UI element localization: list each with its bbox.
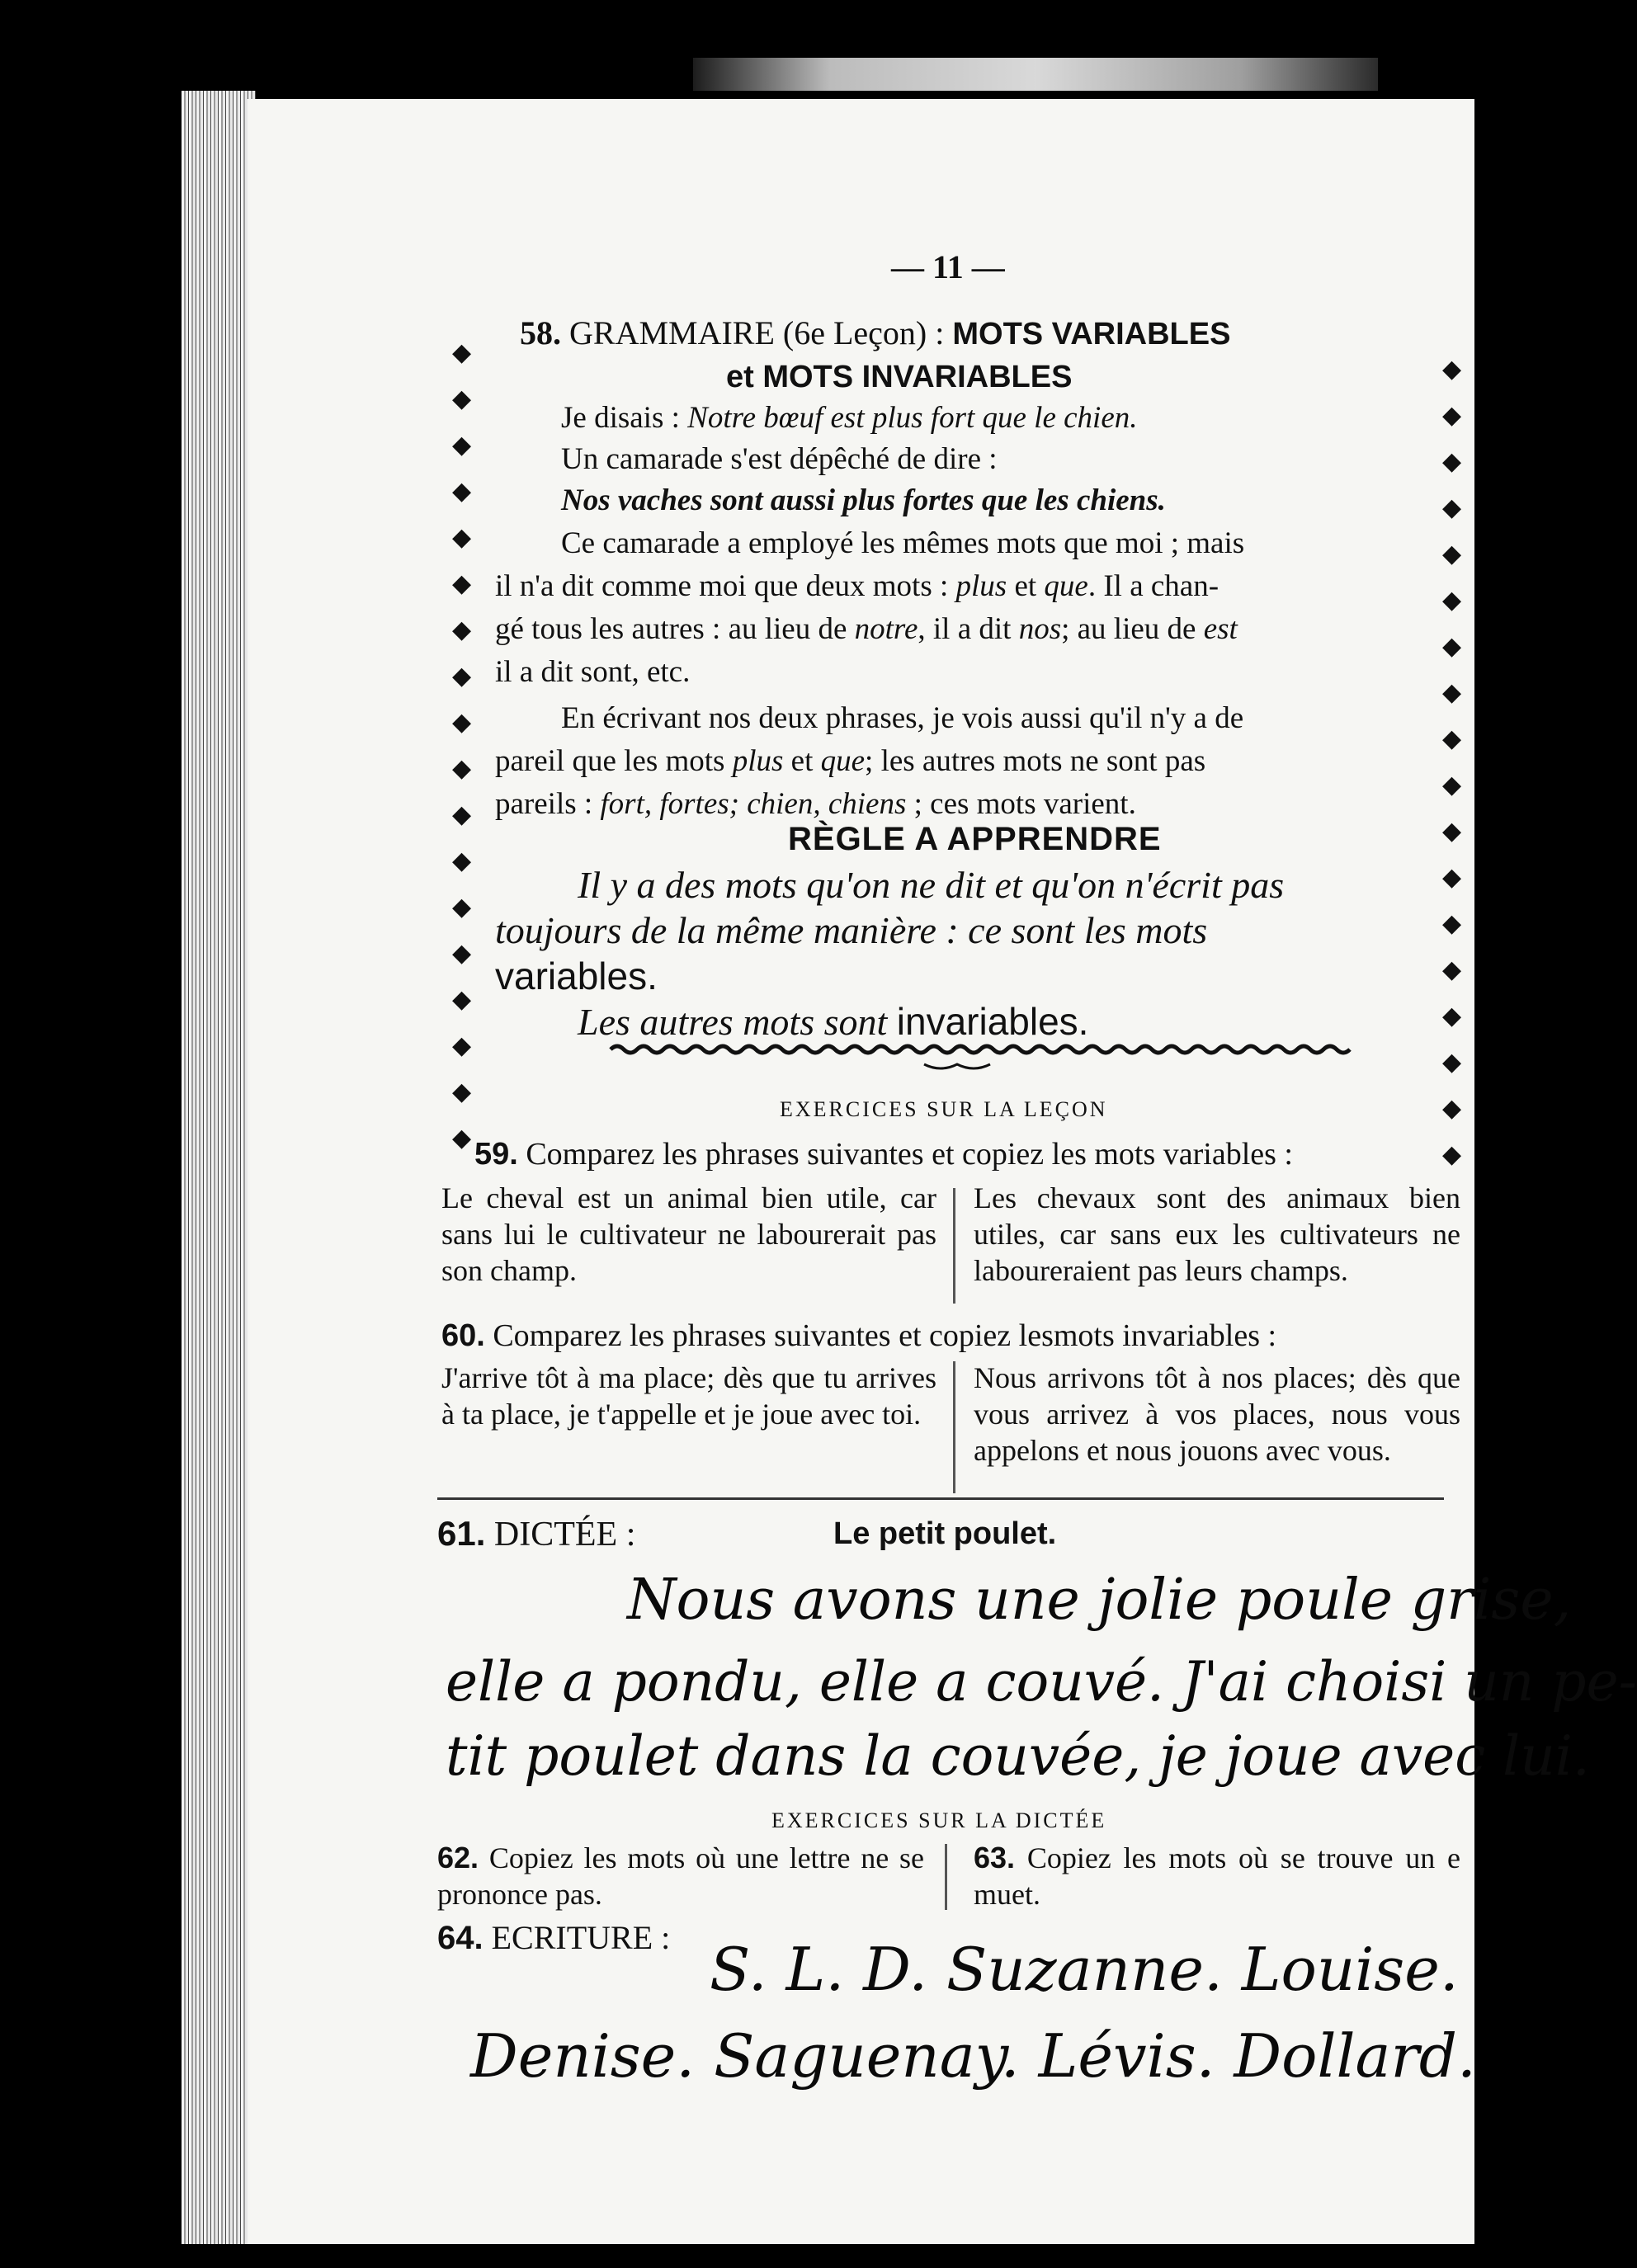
lesson-line-10: pareils : fort, fortes; chien, chiens ; ces mots varient.	[495, 787, 1136, 821]
page-number: — 11 —	[891, 248, 1005, 285]
lesson-line-6: gé tous les autres : au lieu de notre, il a dit nos; au lieu de est	[495, 612, 1238, 646]
lesson-line-1: Je disais : Notre bœuf est plus fort que le chien.	[561, 401, 1138, 435]
writing-script-line-1: S. L. D. Suzanne. Louise.	[710, 1935, 1459, 2004]
rule-line-2: toujours de la même manière : ce sont les mots	[495, 909, 1208, 951]
column-divider-3	[945, 1844, 947, 1910]
exercise-59-left: Le cheval est un animal bien utile, car sans lui le cultivateur ne labourerait pas son champ.	[441, 1181, 936, 1287]
exercise-60-left: J'arrive tôt à ma place; dès que tu arrives à ta place, je t'appelle et je joue avec toi.	[441, 1361, 936, 1431]
dictee-script-line-2: elle a pondu, elle a couvé. J'ai choisi un pe-	[446, 1650, 1637, 1714]
exercises-title: EXERCICES SUR LA LEÇON	[780, 1097, 1108, 1121]
exercise-62: 62. Copiez les mots où une lettre ne se prononce pas.	[437, 1841, 925, 1911]
lesson-title-bold-1: MOTS VARIABLES	[952, 317, 1231, 351]
exercise-63: 63. Copiez les mots où se trouve un e muet.	[974, 1841, 1460, 1911]
column-divider-2	[953, 1361, 955, 1493]
dictee-title: Le petit poulet.	[833, 1516, 1057, 1551]
lesson-line-3: Nos vaches sont aussi plus fortes que les chiens.	[561, 483, 1166, 517]
lesson-line-4: Ce camarade a employé les mêmes mots que moi ; mais	[561, 526, 1245, 560]
dictee-script-line-3: tit poulet dans la couvée, je joue avec lui.	[446, 1724, 1590, 1788]
lesson-subheading: et MOTS INVARIABLES	[726, 360, 1073, 394]
lesson-title: GRAMMAIRE (6e Leçon) :	[569, 314, 945, 351]
lesson-heading	[520, 309, 1230, 358]
exercise-64-heading: 64. ECRITURE :	[437, 1919, 671, 1956]
section-rule	[437, 1497, 1444, 1500]
lesson-line-8: En écrivant nos deux phrases, je vois aussi qu'il n'y a de	[561, 701, 1244, 735]
rule-line-3: variables.	[495, 955, 658, 997]
rule-line-1: Il y a des mots qu'on ne dit et qu'on n'écrit pas	[578, 864, 1285, 906]
dictee-script-line-1: Nous avons une jolie poule grise,	[627, 1568, 1572, 1633]
right-diamond-margin: ◆ ◆ ◆ ◆ ◆ ◆ ◆ ◆ ◆ ◆ ◆ ◆ ◆ ◆ ◆ ◆ ◆ ◆	[1442, 356, 1462, 1168]
exercise-59-prompt: 59. Comparez les phrases suivantes et copiez les mots variables :	[474, 1137, 1293, 1172]
exercise-59-right: Les chevaux sont des animaux bien utiles, car sans eux les cultivateurs ne laboureraient pas leurs champs.	[974, 1181, 1460, 1287]
exercise-60-prompt: 60. Comparez les phrases suivantes et copiez lesmots invariables :	[441, 1318, 1277, 1353]
exercise-61-heading: 61. DICTÉE :	[437, 1514, 636, 1554]
dictee-exercises-title: EXERCICES SUR LA DICTÉE	[771, 1808, 1107, 1832]
scan-top-strip	[693, 58, 1378, 91]
lesson-number: 58.	[520, 314, 561, 351]
rule-line-4: Les autres mots sont invariables.	[578, 1000, 1089, 1043]
rule-title: RÈGLE A APPRENDRE	[788, 821, 1162, 857]
lesson-line-5: il n'a dit comme moi que deux mots : plus et que. Il a chan-	[495, 569, 1219, 603]
lesson-line-9: pareil que les mots plus et que; les autres mots ne sont pas	[495, 744, 1206, 778]
exercise-60-right: Nous arrivons tôt à nos places; dès que vous arrivez à vos places, nous vous appelons et nous jouons avec vous.	[974, 1361, 1460, 1467]
ornamental-divider	[611, 1041, 1353, 1074]
book-page-edges	[182, 91, 256, 2244]
lesson-line-7: il a dit sont, etc.	[495, 655, 691, 689]
writing-script-line-2: Denise. Saguenay. Lévis. Dollard.	[470, 2021, 1476, 2091]
left-diamond-margin: ◆ ◆ ◆ ◆ ◆ ◆ ◆ ◆ ◆ ◆ ◆ ◆ ◆ ◆ ◆ ◆ ◆ ◆	[452, 339, 472, 1152]
column-divider	[953, 1188, 955, 1304]
lesson-line-2: Un camarade s'est dépêché de dire :	[561, 442, 998, 476]
